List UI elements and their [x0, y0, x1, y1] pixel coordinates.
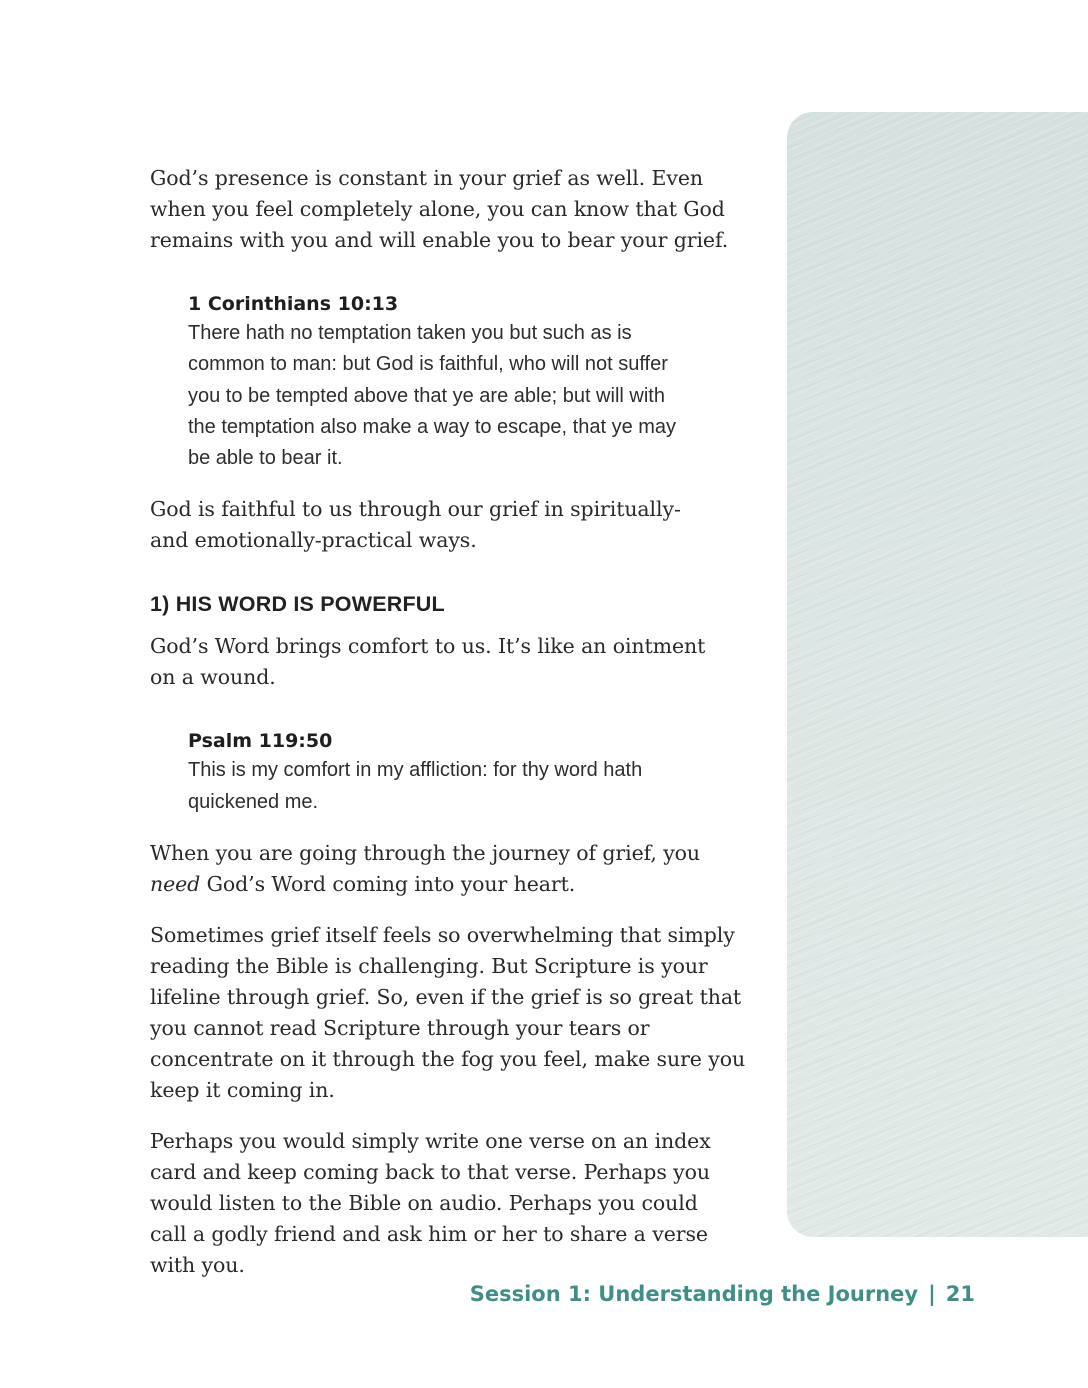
- verse-reference: 1 Corinthians 10:13: [188, 293, 399, 315]
- paragraph-journey-part-1: When you are going through the journey of grief, you: [150, 841, 701, 866]
- verse-block-1-corinthians: [188, 290, 708, 474]
- paragraph-presence: God’s presence is constant in your grief as well. Even when you feel completely alone, you can know that God remains with you and will enable you to bear your grief.: [150, 166, 729, 252]
- page-footer: [470, 1278, 975, 1310]
- verse-reference: Psalm 119:50: [188, 730, 333, 753]
- footer-separator: |: [928, 1282, 936, 1306]
- page-content: [150, 163, 750, 1281]
- paragraph-suggestions: Perhaps you would simply write one verse on an index card and keep coming back to that verse. Perhaps you would listen to the Bible on audio. Perhaps you could call a godly friend and ask him or her to share a verse with you.: [150, 1129, 711, 1278]
- paragraph-journey-emphasis: need: [150, 872, 201, 897]
- verse-block-psalm: [188, 727, 708, 818]
- verse-text: This is my comfort in my affliction: for thy word hath quickened me.: [188, 759, 643, 813]
- decorative-side-panel: [787, 112, 1088, 1237]
- footer-session-title: Session 1: Understanding the Journey: [469, 1282, 919, 1306]
- section-heading: 1) HIS WORD IS POWERFUL: [150, 592, 445, 617]
- verse-text: There hath no temptation taken you but such as is common to man: but God is faithful, who will not suffer you to be tempted above that ye are able; but will with the temptation also make a way to escape, that ye may be able to bear it.: [188, 322, 677, 470]
- paragraph-journey-part-2: God’s Word coming into your heart.: [200, 872, 576, 897]
- paragraph-journey: [150, 838, 740, 900]
- page-number: 21: [945, 1282, 975, 1306]
- paragraph-faithful: God is faithful to us through our grief in spiritually- and emotionally-practical ways.: [150, 497, 681, 553]
- paragraph-word-comfort: God’s Word brings comfort to us. It’s like an ointment on a wound.: [150, 634, 706, 690]
- paragraph-overwhelming: Sometimes grief itself feels so overwhelming that simply reading the Bible is challenging. But Scripture is your lifeline through grief. So, even if the grief is so great that you cannot read Scripture through your tears or concentrate on it through the fog you feel, make sure you keep it coming in.: [150, 923, 746, 1103]
